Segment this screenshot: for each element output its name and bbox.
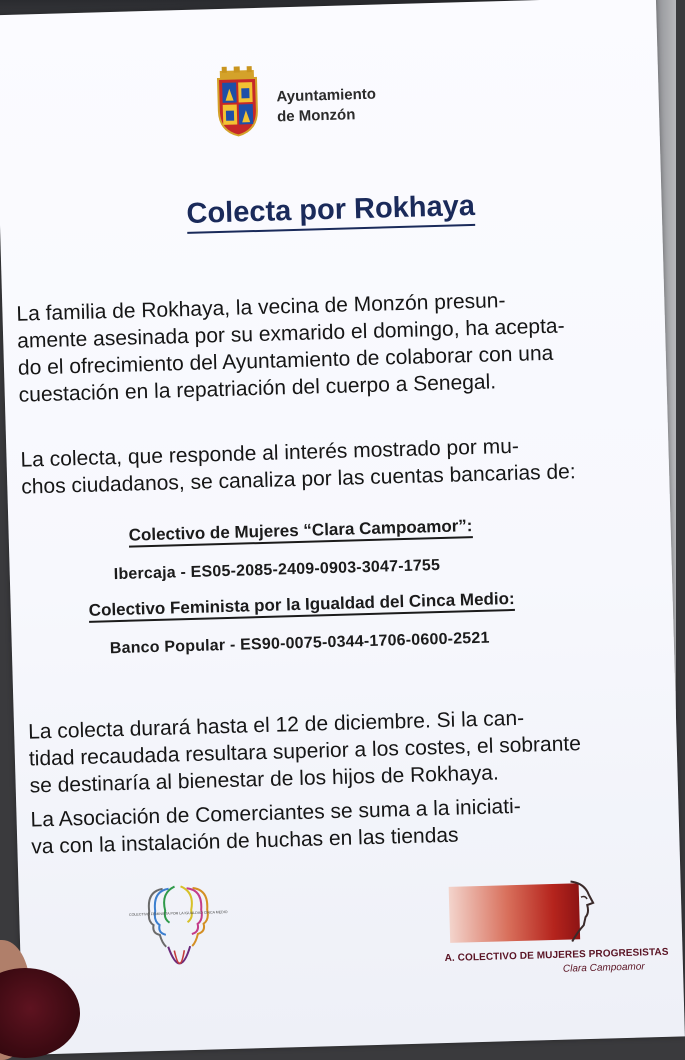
progressive-women-name: A. COLECTIVO DE MUJERES PROGRESISTAS xyxy=(444,946,669,965)
municipal-header xyxy=(214,61,436,143)
progressive-women-subtitle: Clara Campoamor xyxy=(562,961,645,975)
paragraph-merchants: La Asociación de Comerciantes se suma a la iniciati- va con la instalación de huchas en las tiendas xyxy=(30,794,521,859)
account-detail-1: Ibercaja - ES05-2085-2409-0903-3047-1755 xyxy=(113,557,441,584)
title-text: Colecta por Rokhaya xyxy=(186,190,475,234)
faces-logo-text: COLECTIVO FEMINISTA POR LA IGUALDAD CINCA MEDIO xyxy=(128,910,228,917)
red-gradient-banner xyxy=(449,883,581,943)
account-org-1 xyxy=(128,516,472,546)
page-title xyxy=(0,185,662,236)
coat-of-arms-icon xyxy=(214,66,262,137)
account-org-1-label: Colectivo de Mujeres “Clara Campoamor”: xyxy=(128,516,472,548)
paragraph-intro: La familia de Rokhaya, la vecina de Monzón presun- amente asesinada por su exmarido el domingo, ha acepta- do el ofrecimiento del Ayuntamiento de colaborar con una cuestación en la repatriación del cuerpo a Senegal. xyxy=(16,289,565,407)
paragraph-deadline: La colecta durará hasta el 12 de diciembre. Si la can- tidad recaudada resultara superior a los costes, el sobrante se destinaría al bienestar de los hijos de Rokhaya. xyxy=(27,706,582,798)
account-org-2 xyxy=(89,589,515,621)
org-name-line1: Ayuntamiento xyxy=(276,85,377,106)
progressive-women-logo xyxy=(442,875,669,1001)
account-org-2-label: Colectivo Feminista por la Igualdad del Cinca Medio: xyxy=(89,589,515,623)
org-name-line2: de Monzón xyxy=(276,106,356,126)
account-detail-2: Banco Popular - ES90-0075-0344-1706-0600-2521 xyxy=(109,629,490,658)
profile-logo-icon xyxy=(566,879,598,944)
paragraph-accounts-intro: La colecta, que responde al interés mostrado por mu- chos ciudadanos, se canaliza por las cuentas bancarias de: xyxy=(20,434,576,499)
faces-logo-icon xyxy=(128,879,228,981)
